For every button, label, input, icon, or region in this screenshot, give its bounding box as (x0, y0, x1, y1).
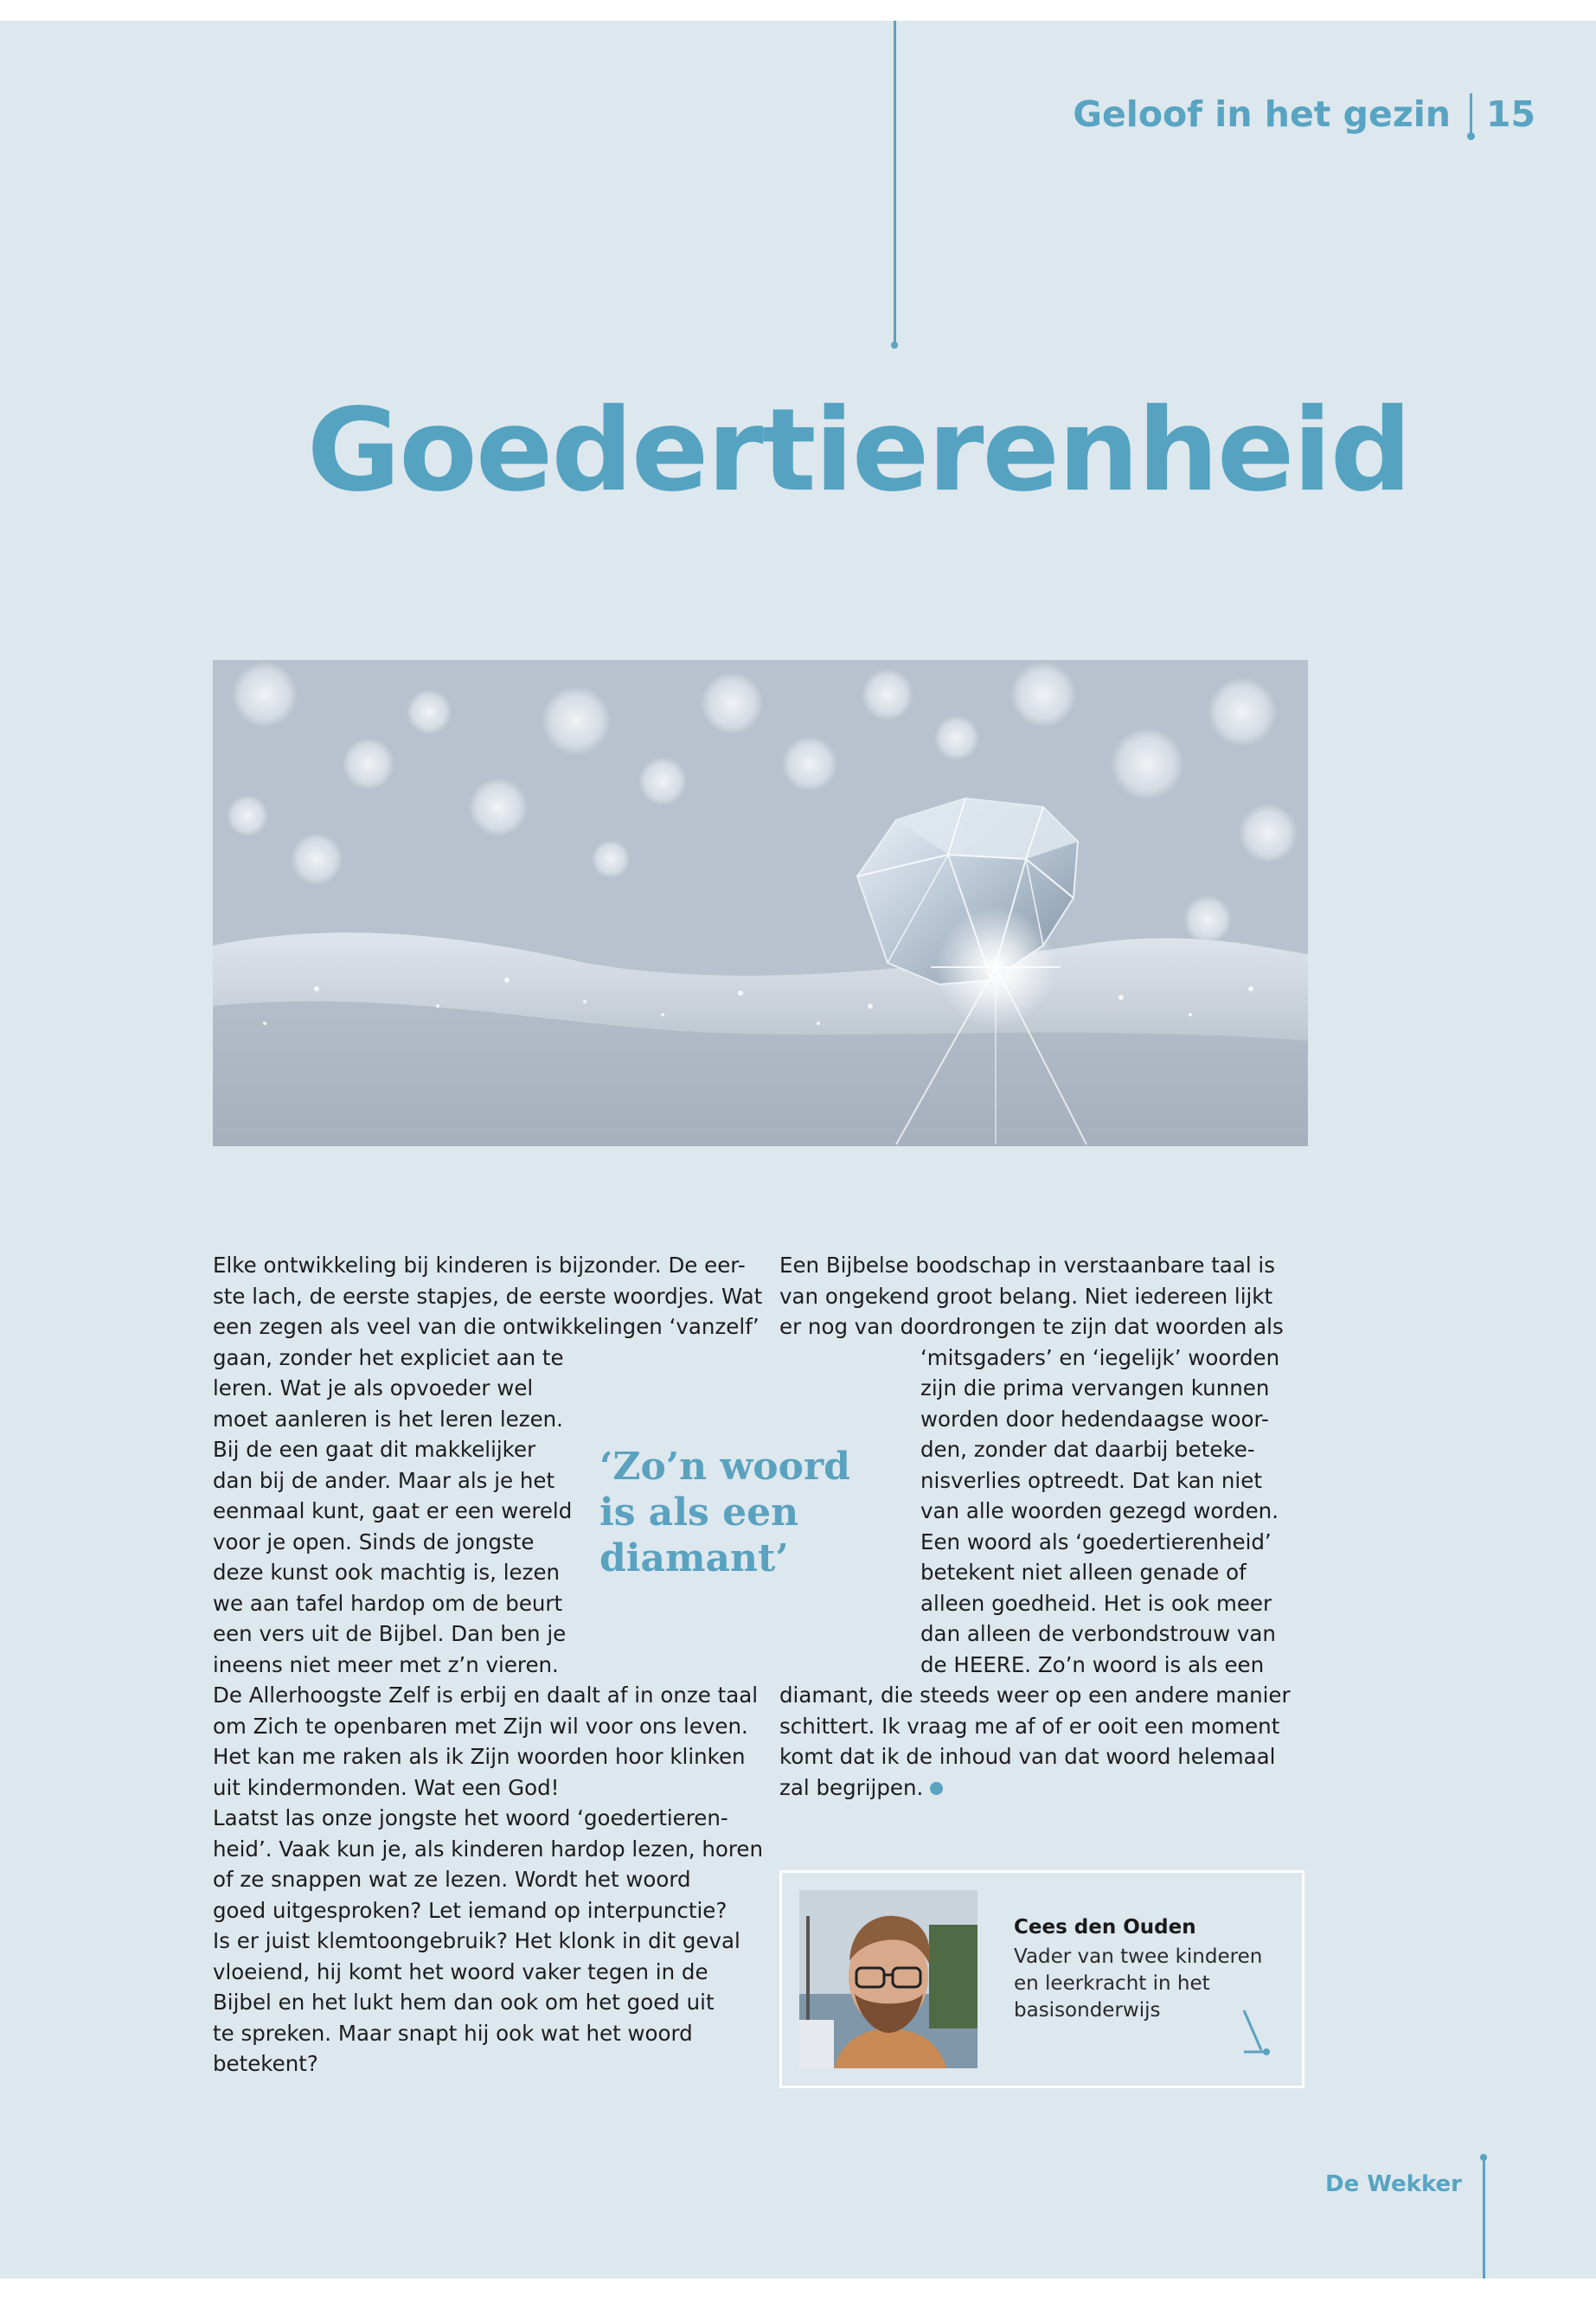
text-line: Het kan me raken als ik Zijn woorden hoor klinken (213, 1744, 746, 1769)
text-line: te spreken. Maar snapt hij ook wat het woord (213, 2020, 693, 2046)
text-line: Bij de een gaat dit makkelijker (213, 1437, 536, 1462)
magazine-name: De Wekker (1325, 2171, 1462, 2197)
text-line: diamant, die steeds weer op een andere manier (779, 1682, 1291, 1708)
text-line: zal begrijpen. (779, 1774, 924, 1800)
text-line: de HEERE. Zo’n woord is als een (920, 1651, 1265, 1677)
text-line: er nog van doordrongen te zijn dat woorden als (779, 1314, 1284, 1339)
running-head-separator (1470, 93, 1472, 135)
footer-decorative-line (1483, 2157, 1485, 2279)
text-line: Een Bijbelse boodschap in verstaanbare taal is (779, 1253, 1275, 1278)
text-line: vloeiend, hij komt het woord vaker tegen in de (213, 1958, 708, 1984)
top-line-dot (891, 342, 898, 349)
text-line: we aan tafel hardop om de beurt (213, 1590, 563, 1616)
text-line: van ongekend groot belang. Niet iedereen lijkt (779, 1283, 1273, 1309)
running-head (1073, 93, 1535, 135)
text-line: goed uitgesproken? Let iemand op interpunctie? (213, 1897, 727, 1923)
diamond-hero-image (213, 660, 1308, 1146)
right-column-top (779, 1250, 1298, 1343)
author-photo (799, 1890, 977, 2068)
text-line: deze kunst ook machtig is, lezen (213, 1560, 561, 1585)
text-line: ste lach, de eerste stapjes, de eerste woordjes. Wat (213, 1283, 763, 1309)
author-name: Cees den Ouden (1014, 1916, 1196, 1939)
text-line: nisverlies optreedt. Dat kan niet (920, 1467, 1262, 1493)
text-line: komt dat ik de inhoud van dat woord helemaal (779, 1744, 1276, 1769)
text-line: De Allerhoogste Zelf is erbij en daalt af in onze taal (213, 1682, 759, 1708)
text-line: een zegen als veel van die ontwikkelingen ‘vanzelf’ (213, 1314, 760, 1339)
text-line: betekent? (213, 2051, 318, 2076)
magazine-page (0, 21, 1596, 2279)
text-line: den, zonder dat daarbij beteke- (920, 1437, 1255, 1462)
text-line: ineens niet meer met z’n vieren. (213, 1651, 559, 1677)
text-line: zijn die prima vervangen kunnen (920, 1375, 1270, 1400)
text-line: voor je open. Sinds de jongste (213, 1529, 535, 1554)
text-line: uit kindermonden. Wat een God! (213, 1774, 560, 1800)
text-line-last (779, 1772, 1307, 1804)
pull-quote: ‘Zo’n woord is als een diamant’ (599, 1445, 850, 1580)
page-number: 15 (1485, 93, 1535, 135)
right-column-indented (920, 1343, 1301, 1681)
text-line: betekent niet alleen genade of (920, 1560, 1247, 1585)
left-column-top (213, 1250, 766, 1343)
text-line: of ze snappen wat ze lezen. Wordt het woord (213, 1867, 691, 1892)
text-line: ‘mitsgaders’ en ‘iegelijk’ woorden (920, 1344, 1280, 1370)
text-line: eenmaal kunt, gaat er een wereld (213, 1498, 573, 1523)
text-line: een vers uit de Bijbel. Dan ben je (213, 1621, 567, 1646)
text-line: Laatst las onze jongste het woord ‘goedertieren- (213, 1805, 728, 1830)
author-portrait (799, 1890, 977, 2068)
text-line: worden door hedendaagse woor- (920, 1406, 1269, 1432)
decorative-tick-icon (1240, 2007, 1275, 2059)
left-column-narrow (213, 1343, 576, 1681)
text-line: leren. Wat je als opvoeder wel (213, 1375, 534, 1400)
text-line: moet aanleren is het leren lezen. (213, 1406, 563, 1432)
top-decorative-line (894, 21, 896, 345)
end-mark-dot (930, 1782, 943, 1795)
text-line: van alle woorden gezegd worden. (920, 1498, 1279, 1523)
article-title: Goedertierenheid (306, 384, 1411, 517)
left-column-bottom (213, 1680, 766, 2080)
text-line: gaan, zonder het expliciet aan te (213, 1344, 564, 1370)
text-line: om Zich te openbaren met Zijn wil voor ons leven. (213, 1713, 748, 1739)
author-box (779, 1870, 1304, 2088)
text-line: Elke ontwikkeling bij kinderen is bijzonder. De eer- (213, 1253, 746, 1278)
text-line: Is er juist klemtoongebruik? Het klonk in dit geval (213, 1928, 740, 1953)
right-column-bottom (779, 1680, 1307, 1803)
text-line: dan alleen de verbondstrouw van (920, 1621, 1276, 1646)
section-title: Geloof in het gezin (1073, 93, 1451, 135)
text-line: schittert. Ik vraag me af of er ooit een moment (779, 1713, 1280, 1739)
footer-line-dot (1480, 2154, 1487, 2161)
author-description: Vader van twee kinderen en leerkracht in het basisonderwijs (1014, 1945, 1263, 2022)
text-line: alleen goedheid. Het is ook meer (920, 1590, 1272, 1616)
text-line: Bijbel en het lukt hem dan ook om het goed uit (213, 1990, 715, 2015)
text-line: dan bij de ander. Maar als je het (213, 1467, 555, 1493)
text-line: Een woord als ‘goedertierenheid’ (920, 1529, 1272, 1554)
text-line: heid’. Vaak kun je, als kinderen hardop lezen, horen (213, 1836, 763, 1862)
diamond-illustration (213, 660, 1308, 1146)
